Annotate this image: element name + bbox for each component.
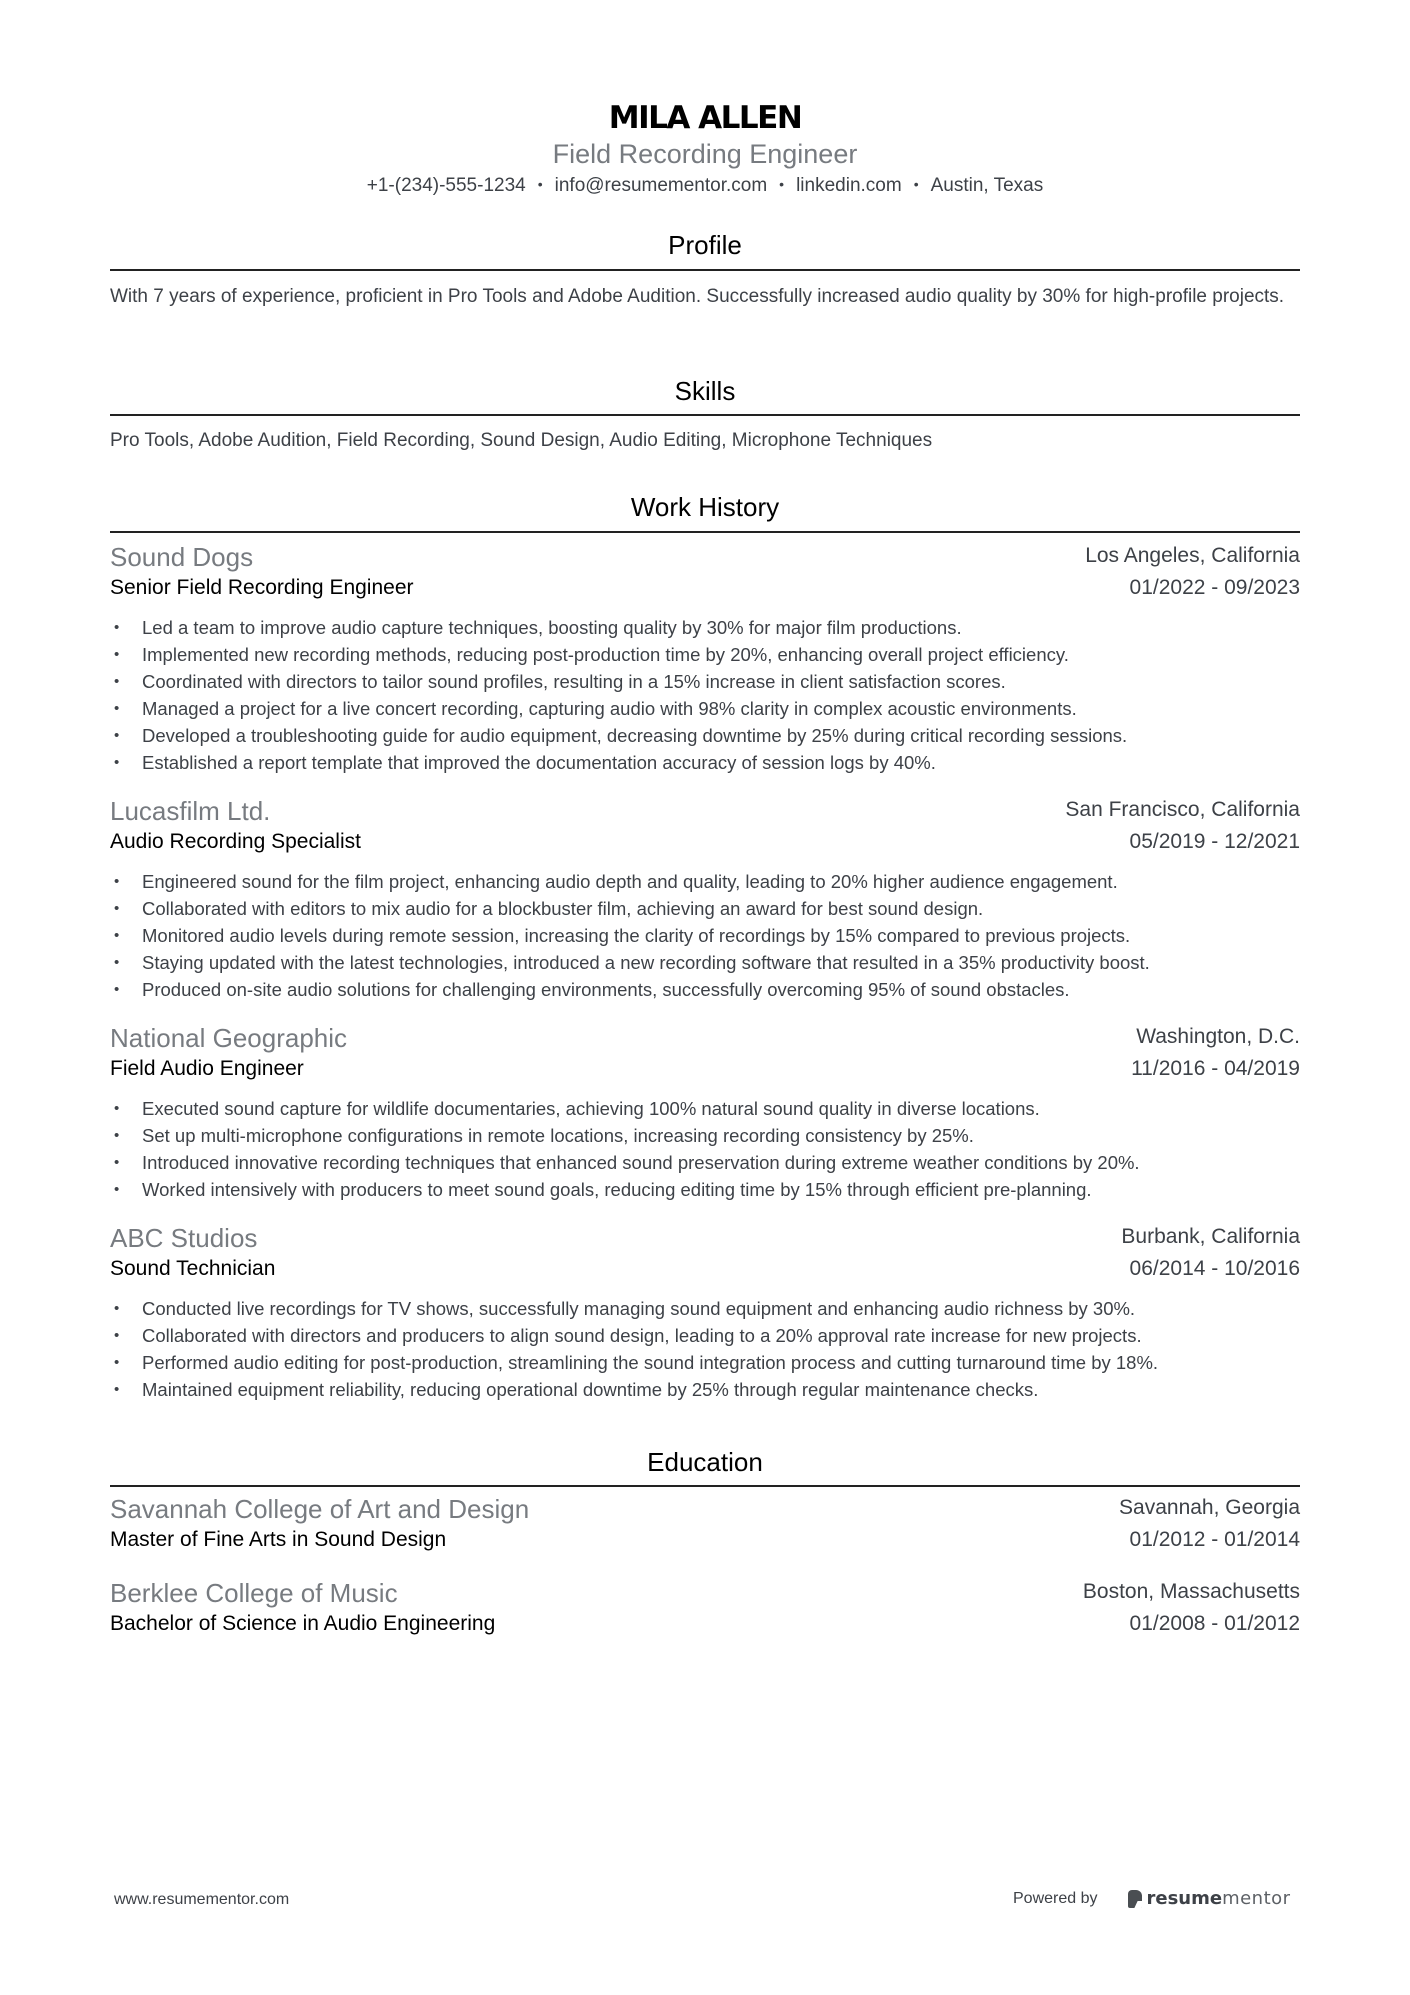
contact-location: Austin, Texas	[930, 175, 1044, 196]
section-heading-education: Education	[647, 1447, 763, 1477]
school-location: Boston, Massachusetts	[1082, 1580, 1300, 1603]
job-bullet: • Coordinated with directors to tailor sound profiles, resulting in a 15% increase in client satisfaction scores.	[110, 668, 1300, 695]
job-bullet: • Maintained equipment reliability, reducing operational downtime by 25% through regular maintenance checks.	[110, 1376, 1300, 1403]
profile-summary: With 7 years of experience, proficient in Pro Tools and Adobe Audition. Successfully increased audio quality by 30% for high-profile projects.	[110, 286, 1285, 307]
section-heading-skills: Skills	[674, 376, 736, 406]
job-bullets	[110, 868, 1300, 1003]
job-entry	[110, 1023, 1300, 1203]
school-location: Savannah, Georgia	[1119, 1496, 1300, 1519]
section-divider	[110, 269, 1300, 271]
section-divider	[110, 414, 1300, 416]
separator-dot: •	[913, 176, 919, 192]
job-bullet: • Introduced innovative recording techniques that enhanced sound preservation during extreme weather conditions by 20%.	[110, 1149, 1300, 1176]
job-dates: 01/2022 - 09/2023	[1129, 576, 1300, 599]
job-role: Audio Recording Specialist	[110, 830, 361, 853]
job-dates: 05/2019 - 12/2021	[1129, 830, 1300, 853]
section-divider	[110, 1485, 1300, 1487]
separator-dot: •	[779, 176, 785, 192]
section-divider	[110, 531, 1300, 533]
powered-by-label: Powered by	[1013, 1889, 1098, 1907]
job-bullet: • Managed a project for a live concert recording, capturing audio with 98% clarity in complex acoustic environments.	[110, 695, 1300, 722]
job-location: San Francisco, California	[1065, 798, 1300, 821]
job-bullets	[110, 614, 1300, 776]
job-location: Los Angeles, California	[1085, 544, 1300, 567]
job-bullet: • Conducted live recordings for TV shows, successfully managing sound equipment and enhancing audio richness by 30%.	[110, 1295, 1300, 1322]
education-dates: 01/2008 - 01/2012	[1129, 1612, 1300, 1635]
job-bullet: • Established a report template that improved the documentation accuracy of session logs by 40%.	[110, 749, 1300, 776]
candidate-title: Field Recording Engineer	[552, 139, 858, 169]
separator-dot: •	[537, 176, 543, 192]
company-name: ABC Studios	[110, 1223, 258, 1253]
resumementor-logo[interactable]	[1128, 1888, 1291, 1909]
contact-line	[110, 175, 1300, 197]
contact-linkedin[interactable]: linkedin.com	[796, 175, 902, 196]
job-bullet: • Performed audio editing for post-production, streamlining the sound integration process and cutting turnaround time by 18%.	[110, 1349, 1300, 1376]
job-dates: 06/2014 - 10/2016	[1129, 1257, 1300, 1280]
job-bullet: • Developed a troubleshooting guide for audio equipment, decreasing downtime by 25% during critical recording sessions.	[110, 722, 1300, 749]
job-location: Burbank, California	[1121, 1225, 1300, 1248]
education-dates: 01/2012 - 01/2014	[1129, 1528, 1300, 1551]
company-name: National Geographic	[110, 1023, 348, 1053]
job-location: Washington, D.C.	[1136, 1025, 1300, 1048]
contact-phone: +1-(234)-555-1234	[366, 175, 526, 196]
section-heading-profile: Profile	[668, 230, 742, 260]
degree: Master of Fine Arts in Sound Design	[110, 1528, 447, 1551]
logo-text-regular: mentor	[1222, 1888, 1291, 1909]
job-bullet: • Worked intensively with producers to meet sound goals, reducing editing time by 15% through efficient pre-planning.	[110, 1176, 1300, 1203]
job-bullet: • Collaborated with editors to mix audio for a blockbuster film, achieving an award for best sound design.	[110, 895, 1300, 922]
section-heading-work-history: Work History	[630, 492, 780, 522]
job-entry	[110, 1223, 1300, 1403]
job-bullet: • Executed sound capture for wildlife documentaries, achieving 100% natural sound quality in diverse locations.	[110, 1095, 1300, 1122]
job-dates: 11/2016 - 04/2019	[1131, 1057, 1300, 1080]
contact-email[interactable]: info@resumementor.com	[554, 175, 768, 196]
candidate-name: MILA ALLEN	[608, 100, 802, 136]
job-bullet: • Implemented new recording methods, reducing post-production time by 20%, enhancing overall project efficiency.	[110, 641, 1300, 668]
job-entry	[110, 542, 1300, 776]
footer-website[interactable]: www.resumementor.com	[114, 1891, 290, 1908]
degree: Bachelor of Science in Audio Engineering	[110, 1612, 496, 1635]
job-bullet: • Led a team to improve audio capture techniques, boosting quality by 30% for major film productions.	[110, 614, 1300, 641]
job-entry	[110, 796, 1300, 1003]
job-bullet: • Produced on-site audio solutions for challenging environments, successfully overcoming 95% of sound obstacles.	[110, 976, 1300, 1003]
school-name: Savannah College of Art and Design	[110, 1494, 530, 1524]
job-bullet: • Engineered sound for the film project, enhancing audio depth and quality, leading to 20% higher audience engagement.	[110, 868, 1300, 895]
company-name: Lucasfilm Ltd.	[110, 796, 271, 826]
job-bullets	[110, 1295, 1300, 1403]
resumementor-logo-icon	[1128, 1890, 1142, 1908]
job-bullet: • Set up multi-microphone configurations in remote locations, increasing recording consistency by 25%.	[110, 1122, 1300, 1149]
job-bullet: • Monitored audio levels during remote session, increasing the clarity of recordings by 15% compared to previous projects.	[110, 922, 1300, 949]
job-bullet: • Collaborated with directors and producers to align sound design, leading to a 20% approval rate increase for new projects.	[110, 1322, 1300, 1349]
job-bullets	[110, 1095, 1300, 1203]
job-bullet: • Staying updated with the latest technologies, introduced a new recording software that resulted in a 35% productivity boost.	[110, 949, 1300, 976]
skills-list: Pro Tools, Adobe Audition, Field Recording, Sound Design, Audio Editing, Microphone Techniques	[110, 430, 933, 451]
job-role: Senior Field Recording Engineer	[110, 576, 414, 599]
company-name: Sound Dogs	[110, 542, 254, 572]
logo-text-bold: resume	[1146, 1888, 1223, 1909]
school-name: Berklee College of Music	[110, 1578, 398, 1608]
job-role: Sound Technician	[110, 1257, 276, 1280]
footer-powered-by	[1013, 1888, 1291, 1909]
job-role: Field Audio Engineer	[110, 1057, 304, 1080]
education-entry	[110, 1578, 1300, 1644]
education-entry	[110, 1494, 1300, 1560]
